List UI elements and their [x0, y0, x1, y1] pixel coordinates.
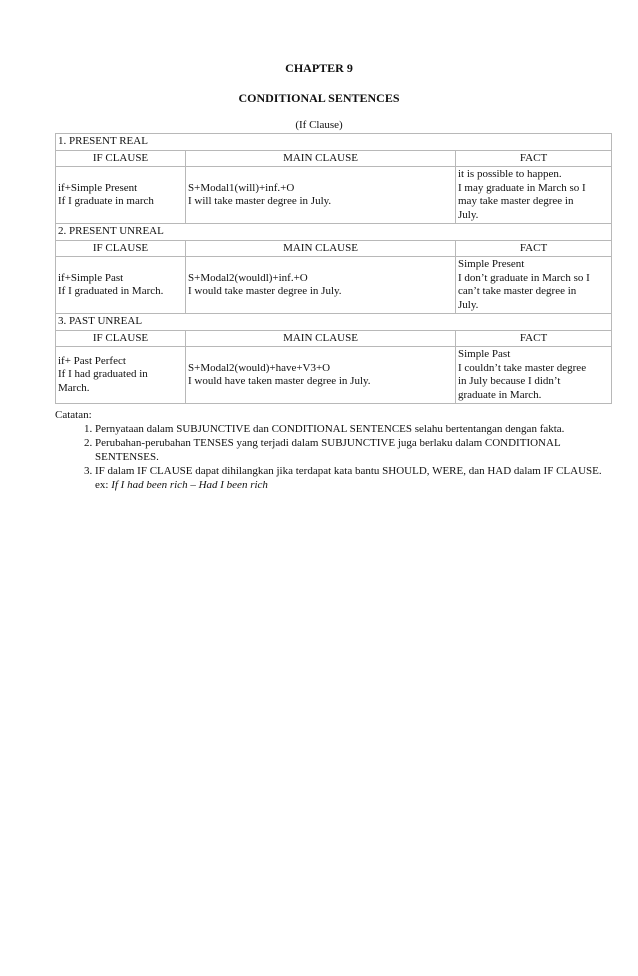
chapter-heading: CHAPTER 9: [285, 61, 353, 75]
cell-line: graduate in March.: [458, 388, 542, 401]
cell-line: I don’t graduate in March so I: [458, 271, 590, 284]
cell-line: I will take master degree in July.: [188, 195, 332, 207]
list-item: 1. Pernyataan dalam SUBJUNCTIVE dan CONDITIONAL SENTENCES selahu bertentangan dengan fakta.: [95, 422, 615, 436]
notes-section: [55, 408, 615, 492]
cell-line: S+Modal2(wouldl)+inf.+O: [188, 271, 308, 284]
cell-line: I would have taken master degree in July.: [188, 375, 371, 387]
main-clause-cell: [186, 347, 456, 404]
section-row: [56, 314, 612, 331]
header-main-clause: MAIN CLAUSE: [186, 330, 456, 347]
page-subtitle: (If Clause): [295, 119, 343, 131]
header-if-clause: IF CLAUSE: [56, 150, 186, 167]
section-label: 2. PRESENT UNREAL: [56, 224, 612, 241]
header-row: [56, 240, 612, 257]
cell-line: in July because I didn’t: [458, 375, 561, 387]
header-row: [56, 150, 612, 167]
cell-line: July.: [458, 208, 479, 221]
notes-heading: Catatan:: [55, 409, 92, 421]
header-main-clause: MAIN CLAUSE: [186, 150, 456, 167]
header-fact: FACT: [456, 150, 612, 167]
cell-line: if+Simple Past: [58, 271, 124, 284]
section-row: [56, 134, 612, 151]
list-item-text: IF dalam IF CLAUSE dapat dihilangkan jika terdapat kata bantu SHOULD, WERE, dan HAD dalam IF CLAUSE.: [95, 465, 602, 477]
section-label: 3. PAST UNREAL: [56, 314, 612, 331]
header-fact: FACT: [456, 240, 612, 257]
header-if-clause: IF CLAUSE: [56, 240, 186, 257]
section-label: 1. PRESENT REAL: [56, 134, 612, 151]
cell-line: July.: [458, 298, 479, 311]
fact-cell: [456, 347, 612, 404]
cell-line: If I had graduated in: [58, 368, 148, 381]
header-fact: FACT: [456, 330, 612, 347]
section-row: [56, 224, 612, 241]
page-title: CONDITIONAL SENTENCES: [238, 91, 400, 105]
cell-line: Simple Past: [458, 348, 511, 360]
list-item: 2. Perubahan-perubahan TENSES yang terjadi dalam SUBJUNCTIVE juga berlaku dalam CONDITIONAL SENTENSES.: [95, 436, 615, 464]
cell-line: I would take master degree in July.: [188, 285, 342, 297]
table-row: [56, 347, 612, 404]
example-prefix: ex:: [95, 479, 112, 491]
table-row: [56, 257, 612, 314]
notes-list: [55, 422, 615, 492]
conditional-table: [55, 133, 612, 404]
cell-line: can’t take master degree in: [458, 285, 577, 297]
if-clause-cell: [56, 167, 186, 224]
cell-line: If I graduate in march: [58, 195, 154, 207]
cell-line: Simple Present: [458, 258, 525, 270]
cell-line: I may graduate in March so I: [458, 181, 586, 194]
cell-line: If I graduated in March.: [58, 285, 164, 297]
example-text: If I had been rich – Had I been rich: [111, 479, 268, 491]
cell-line: S+Modal1(will)+inf.+O: [188, 181, 295, 194]
list-item: [95, 464, 615, 492]
cell-line: if+ Past Perfect: [58, 354, 126, 367]
cell-line: may take master degree in: [458, 195, 574, 207]
header-row: [56, 330, 612, 347]
fact-cell: [456, 257, 612, 314]
cell-line: I couldn’t take master degree: [458, 361, 587, 374]
table-row: [56, 167, 612, 224]
fact-cell: [456, 167, 612, 224]
if-clause-cell: [56, 257, 186, 314]
cell-line: if+Simple Present: [58, 181, 138, 194]
main-clause-cell: [186, 167, 456, 224]
header-main-clause: MAIN CLAUSE: [186, 240, 456, 257]
example-line: [95, 478, 615, 492]
if-clause-cell: [56, 347, 186, 404]
cell-line: March.: [58, 381, 90, 394]
header-if-clause: IF CLAUSE: [56, 330, 186, 347]
cell-line: it is possible to happen.: [458, 168, 562, 180]
cell-line: S+Modal2(would)+have+V3+O: [188, 361, 331, 374]
main-clause-cell: [186, 257, 456, 314]
